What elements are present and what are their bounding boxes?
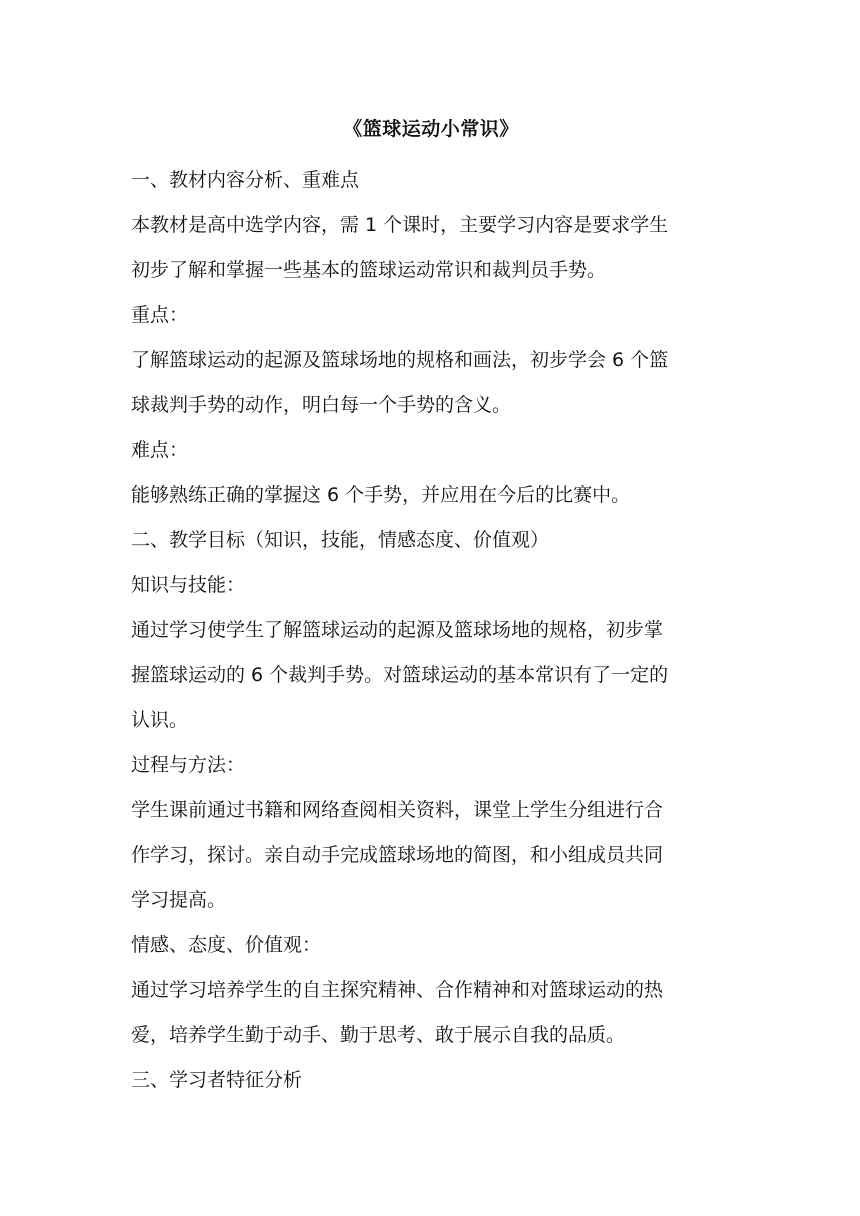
paragraph-difficulties: 能够熟练正确的掌握这 6 个手势，并应用在今后的比赛中。 (131, 484, 631, 506)
label-process-method: 过程与方法： (131, 754, 246, 776)
document-title: 《篮球运动小常识》 (343, 118, 519, 140)
label-key-points: 重点： (131, 304, 189, 326)
paragraph-intro (131, 203, 731, 293)
section-heading-1: 一、教材内容分析、重难点 (131, 169, 360, 191)
text-line: 初步了解和掌握一些基本的篮球运动常识和裁判员手势。 (131, 259, 607, 281)
paragraph-knowledge-skills (131, 608, 731, 743)
text-line: 爱，培养学生勤于动手、勤于思考、敢于展示自我的品质。 (131, 1024, 626, 1046)
text-line: 握篮球运动的 6 个裁判手势。对篮球运动的基本常识有了一定的 (131, 664, 669, 686)
label-difficulties: 难点： (131, 439, 189, 461)
paragraph-emotion-values (131, 968, 731, 1058)
text-line: 认识。 (131, 709, 189, 731)
text-line: 通过学习培养学生的自主探究精神、合作精神和对篮球运动的热 (131, 979, 664, 1001)
text-line: 通过学习使学生了解篮球运动的起源及篮球场地的规格，初步掌 (131, 619, 664, 641)
text-line: 作学习，探讨。亲自动手完成篮球场地的简图，和小组成员共同 (131, 844, 664, 866)
text-line: 学习提高。 (131, 889, 227, 911)
label-emotion-values: 情感、态度、价值观： (131, 934, 322, 956)
paragraph-key-points (131, 338, 731, 428)
text-line: 本教材是高中选学内容，需 1 个课时，主要学习内容是要求学生 (131, 214, 669, 236)
paragraph-process-method (131, 788, 731, 923)
section-heading-2: 二、教学目标（知识，技能，情感态度、价值观） (131, 529, 550, 551)
text-line: 学生课前通过书籍和网络查阅相关资料，课堂上学生分组进行合 (131, 799, 664, 821)
section-heading-3: 三、学习者特征分析 (131, 1069, 303, 1091)
text-line: 球裁判手势的动作，明白每一个手势的含义。 (131, 394, 512, 416)
text-line: 了解篮球运动的起源及篮球场地的规格和画法，初步学会 6 个篮 (131, 349, 669, 371)
label-knowledge-skills: 知识与技能： (131, 574, 246, 596)
document-body (131, 112, 731, 1103)
